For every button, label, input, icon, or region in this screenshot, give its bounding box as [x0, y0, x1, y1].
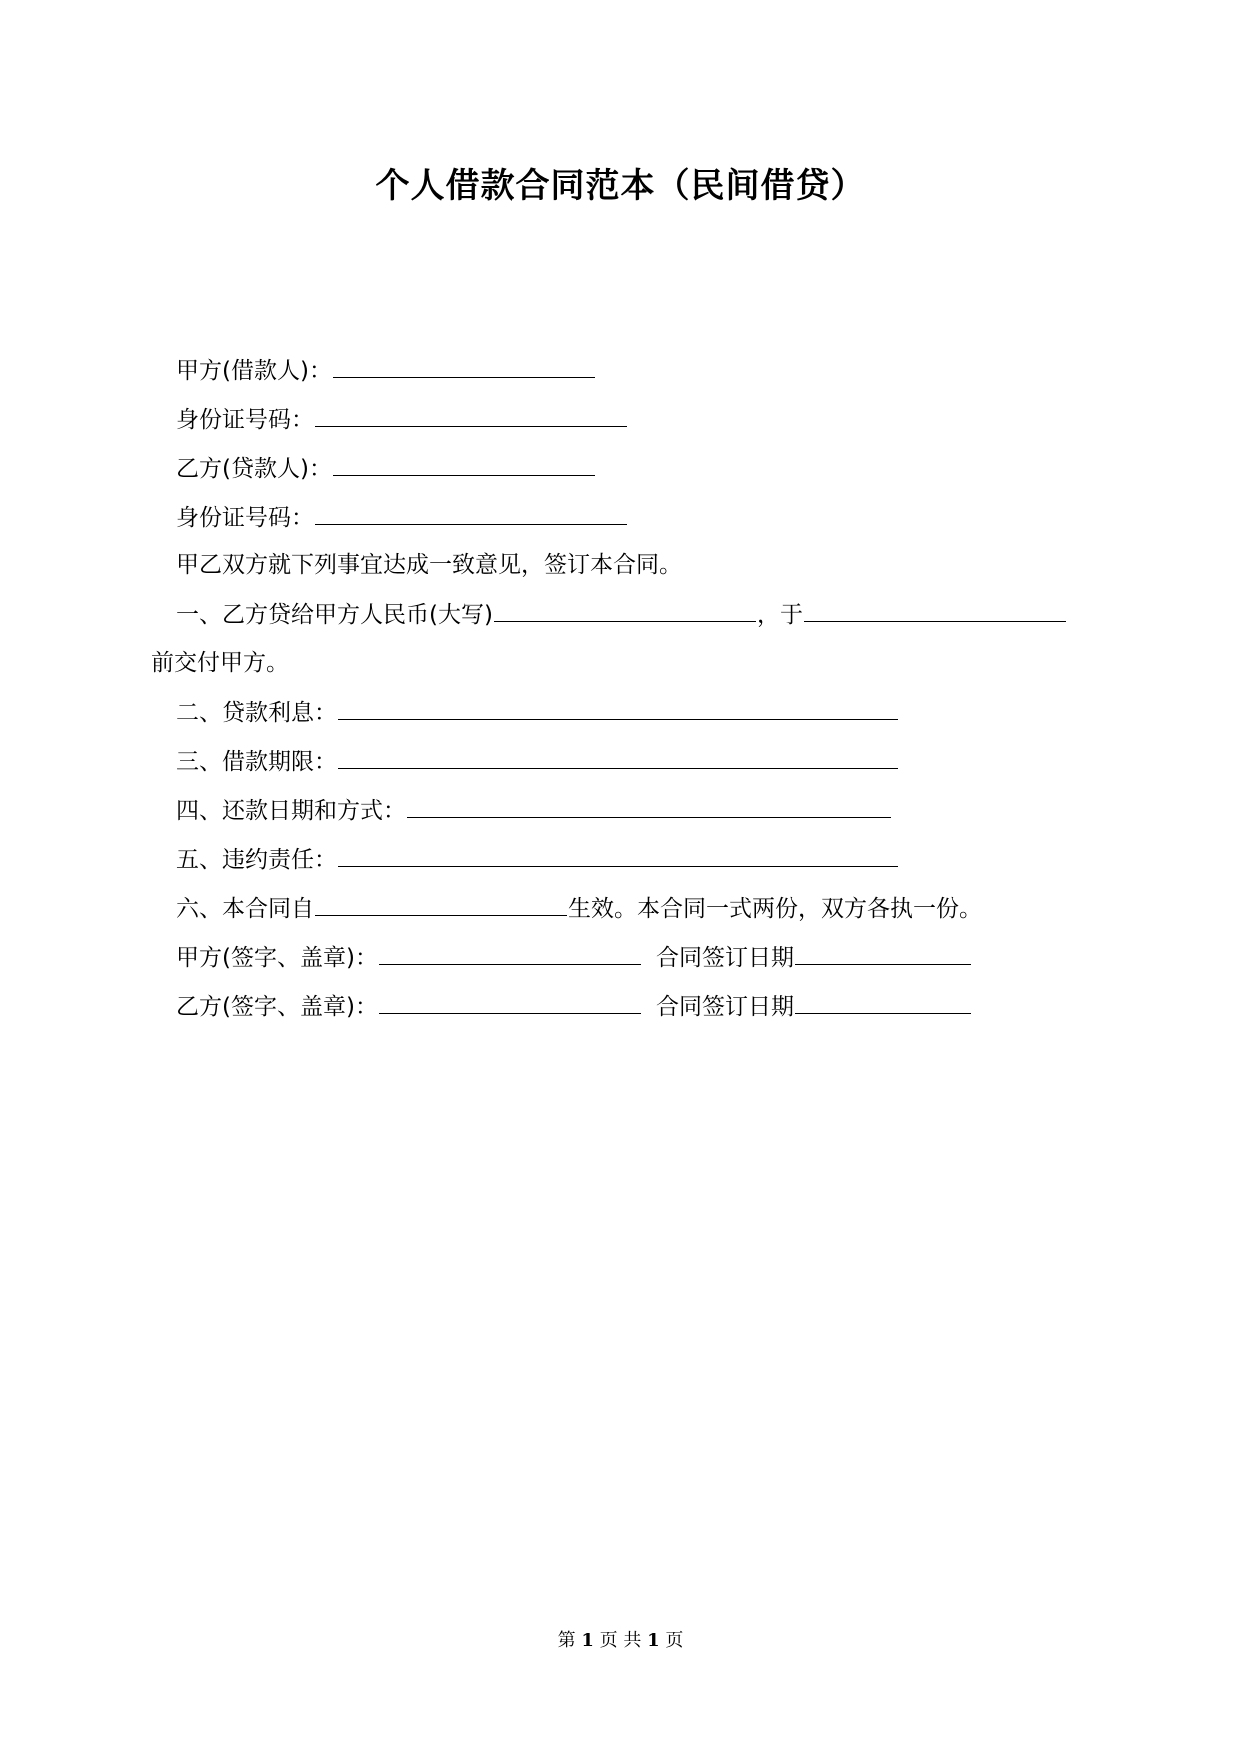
liability-blank[interactable] [338, 844, 898, 867]
page-footer [0, 1626, 1241, 1652]
party-b-id-label: 身份证号码： [176, 505, 314, 531]
total-page-number: 1 [647, 1630, 660, 1651]
clause-3-label: 三、借款期限： [176, 749, 337, 775]
loan-term-blank[interactable] [338, 746, 898, 769]
party-b-id-row [176, 502, 628, 533]
footer-suffix: 页 [665, 1630, 684, 1651]
party-a-signature-row [176, 942, 972, 973]
agreement-statement [176, 550, 682, 580]
clause-4-row [176, 795, 892, 826]
clause-4-label: 四、还款日期和方式： [176, 798, 406, 824]
clause-1-mid-text: ，于 [756, 602, 803, 628]
party-b-name-blank[interactable] [333, 453, 595, 476]
party-a-row [176, 355, 596, 386]
party-b-signature-blank[interactable] [379, 991, 641, 1014]
party-a-id-row [176, 404, 628, 435]
footer-prefix: 第 [557, 1630, 576, 1651]
agreement-text: 甲乙双方就下列事宜达成一致意见，签订本合同。 [176, 552, 682, 578]
party-b-signature-row [176, 991, 972, 1022]
effective-date-blank[interactable] [315, 893, 567, 916]
clause-2-label: 二、贷款利息： [176, 700, 337, 726]
current-page-number: 1 [581, 1630, 594, 1651]
clause-6-row [176, 893, 982, 924]
loan-amount-blank[interactable] [494, 599, 756, 622]
clause-6-text: 六、本合同自 [176, 896, 314, 922]
clause-6-post-text: 生效。本合同一式两份，双方各执一份。 [568, 896, 982, 922]
clause-1-cont-text: 前交付甲方。 [151, 650, 289, 676]
footer-middle: 页 共 [599, 1630, 642, 1651]
party-a-date-label: 合同签订日期 [655, 945, 794, 971]
party-a-signature-blank[interactable] [379, 942, 641, 965]
clause-5-label: 五、违约责任： [176, 847, 337, 873]
delivery-date-blank[interactable] [804, 599, 1066, 622]
document-title: 个人借款合同范本（民间借贷） [375, 166, 866, 206]
party-a-name-blank[interactable] [333, 355, 595, 378]
interest-blank[interactable] [338, 697, 898, 720]
party-b-signature-label: 乙方(签字、盖章)： [176, 994, 378, 1020]
party-a-id-blank[interactable] [315, 404, 627, 427]
party-b-date-label: 合同签订日期 [655, 994, 794, 1020]
clause-1-continuation [151, 648, 289, 678]
clause-5-row [176, 844, 899, 875]
clause-3-row [176, 746, 899, 777]
party-b-row [176, 453, 596, 484]
party-a-id-label: 身份证号码： [176, 407, 314, 433]
clause-1-text: 一、乙方贷给甲方人民币(大写) [176, 602, 493, 628]
repayment-blank[interactable] [407, 795, 891, 818]
party-a-signature-label: 甲方(签字、盖章)： [176, 945, 378, 971]
party-b-id-blank[interactable] [315, 502, 627, 525]
clause-2-row [176, 697, 899, 728]
party-b-label: 乙方(贷款人)： [176, 456, 332, 482]
party-a-date-blank[interactable] [795, 942, 971, 965]
party-a-label: 甲方(借款人)： [176, 358, 332, 384]
party-b-date-blank[interactable] [795, 991, 971, 1014]
clause-1-row [176, 599, 1067, 630]
